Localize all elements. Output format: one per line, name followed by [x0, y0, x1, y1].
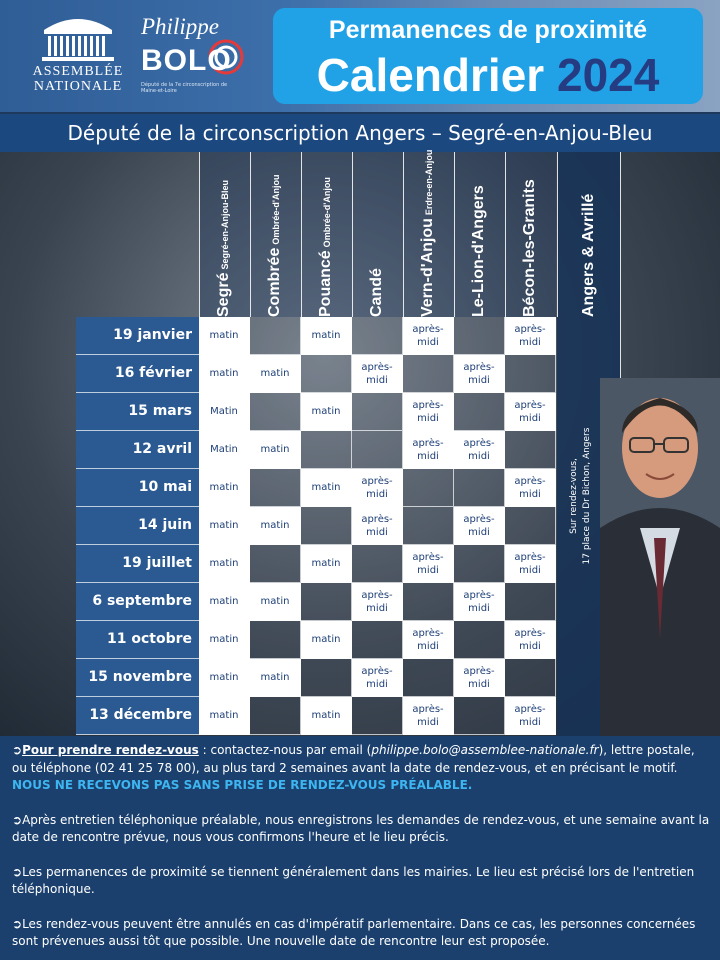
schedule-cell: [301, 355, 352, 393]
schedule-cell: [454, 545, 505, 583]
row-date: 13 décembre: [76, 697, 199, 735]
schedule-cell: après- midi: [505, 469, 556, 507]
schedule-cell: [352, 317, 403, 355]
title-box: [273, 8, 703, 104]
schedule-cell: [454, 317, 505, 355]
assemblee-line1: ASSEMBLÉE: [32, 64, 124, 79]
no-appointment-warning: NOUS NE RECEVONS PAS SANS PRISE DE RENDEZ-VOUS PRÉALABLE.: [12, 778, 473, 792]
schedule-cell: matin: [199, 355, 250, 393]
schedule-cell: après- midi: [505, 621, 556, 659]
schedule-cell: matin: [199, 659, 250, 697]
column-header: [454, 152, 505, 317]
assemblee-line2: NATIONALE: [33, 79, 123, 94]
column-name: Candé: [368, 268, 385, 317]
schedule-cell: [403, 659, 454, 697]
column-subname: Segré-en-Anjou-Bleu: [220, 180, 230, 270]
schedule-cell: [250, 621, 301, 659]
schedule-cell: matin: [199, 507, 250, 545]
philippe-bolo-logo: [135, 8, 255, 104]
hemicycle-icon: [40, 12, 116, 62]
schedule-cell: après- midi: [454, 583, 505, 621]
row-date: 11 octobre: [76, 621, 199, 659]
column-subname: Ombrée-d'Anjou: [322, 177, 332, 248]
logo-last-name: BOLO: [141, 44, 232, 77]
schedule-cell: matin: [301, 469, 352, 507]
row-date: 14 juin: [76, 507, 199, 545]
schedule-cell: après- midi: [454, 659, 505, 697]
schedule-cell: après- midi: [403, 621, 454, 659]
schedule-cell: après- midi: [454, 431, 505, 469]
row-date: 6 septembre: [76, 583, 199, 621]
schedule-cell: après- midi: [352, 469, 403, 507]
deputy-portrait: [600, 378, 720, 736]
schedule-cell: Matin: [199, 393, 250, 431]
schedule-cell: [454, 393, 505, 431]
appointment-text-a: : contactez-nous par email (: [198, 743, 372, 757]
schedule-cell: [403, 507, 454, 545]
column-name: Vern-d'Anjou: [419, 218, 436, 317]
column-name: Bécon-les-Granits: [521, 179, 538, 317]
schedule-cell: après- midi: [505, 545, 556, 583]
schedule-cell: [301, 507, 352, 545]
schedule-cell: Matin: [199, 431, 250, 469]
row-date: 19 juillet: [76, 545, 199, 583]
row-date: 16 février: [76, 355, 199, 393]
schedule-cell: matin: [250, 659, 301, 697]
column-header: [505, 152, 556, 317]
schedule-cell: matin: [301, 545, 352, 583]
schedule-cell: après- midi: [352, 659, 403, 697]
schedule-cell: matin: [301, 317, 352, 355]
column-subname: Erdre-en-Anjou: [424, 149, 434, 216]
row-date: 15 mars: [76, 393, 199, 431]
portrait-image: [600, 378, 720, 736]
schedule-cell: [403, 583, 454, 621]
arrow-right-circle-icon: ➲: [12, 743, 23, 757]
email-link[interactable]: philippe.bolo@assemblee-nationale.fr: [371, 743, 599, 757]
schedule-cell: matin: [199, 583, 250, 621]
logo-tagline: Député de la 7e circonscription de Maine-et-Loire: [141, 82, 228, 94]
schedule-cell: [352, 545, 403, 583]
appointment-text-b: ), lettre postale, ou téléphone (02 41 25 78 00), au plus tard 2 semaines avant la date de rendez-vous, et en précisant le motif.: [12, 743, 695, 775]
info-paragraph-confirmation: [12, 812, 712, 847]
column-header: [557, 152, 620, 317]
schedule-cell: après- midi: [505, 697, 556, 735]
row-date: 10 mai: [76, 469, 199, 507]
row-date: 12 avril: [76, 431, 199, 469]
info-paragraph-location: [12, 864, 712, 899]
schedule-cell: [352, 431, 403, 469]
title-line1: Permanences de proximité: [328, 16, 648, 44]
schedule-cell: après- midi: [403, 545, 454, 583]
column-header: [199, 152, 250, 317]
title-line2: [273, 48, 703, 102]
schedule-cell: matin: [199, 469, 250, 507]
subtitle: Député de la circonscription Angers – Segré-en-Anjou-Bleu: [0, 114, 720, 152]
schedule-cell: après- midi: [403, 393, 454, 431]
schedule-cell: matin: [301, 697, 352, 735]
schedule-cell: matin: [250, 583, 301, 621]
column-subname: Ombrée-d'Anjou: [271, 174, 281, 245]
address-line2: 17 place du Dr Bichon, Angers: [582, 427, 592, 565]
column-header: [301, 152, 352, 317]
row-date: 15 novembre: [76, 659, 199, 697]
schedule-cell: matin: [301, 393, 352, 431]
column-header: [403, 149, 454, 317]
schedule-cell: [352, 621, 403, 659]
schedule-cell: [403, 469, 454, 507]
schedule-cell: [454, 621, 505, 659]
schedule-cell: matin: [250, 431, 301, 469]
info-paragraph-appointment: [12, 742, 712, 795]
appointment-title: Pour prendre rendez-vous: [22, 743, 199, 757]
schedule-cell: [505, 659, 556, 697]
schedule-cell: après- midi: [403, 317, 454, 355]
schedule-cell: après- midi: [352, 583, 403, 621]
schedule-cell: après- midi: [454, 507, 505, 545]
schedule-cell: matin: [301, 621, 352, 659]
schedule-cell: matin: [199, 621, 250, 659]
logo-first-name: Philippe: [141, 14, 219, 39]
assemblee-nationale-logo: [28, 10, 138, 100]
arrow-right-circle-icon: ➲: [12, 916, 23, 931]
schedule-cell: [454, 469, 505, 507]
schedule-cell: matin: [199, 545, 250, 583]
schedule-cell: matin: [250, 507, 301, 545]
column-name: Segré: [215, 272, 232, 317]
location-text: Les permanences de proximité se tiennent généralement dans les mairies. Le lieu est précisé lors de l'entretien téléphonique.: [12, 864, 695, 896]
arrow-right-circle-icon: ➲: [12, 812, 23, 827]
schedule-cell: [352, 393, 403, 431]
schedule-cell: [454, 697, 505, 735]
title-year: 2024: [556, 49, 660, 101]
schedule-cell: matin: [250, 355, 301, 393]
schedule-cell: après- midi: [403, 697, 454, 735]
schedule-cell: après- midi: [505, 317, 556, 355]
column-name: Combrée: [266, 247, 283, 317]
schedule-cell: [505, 355, 556, 393]
column-header: [250, 152, 301, 317]
schedule-cell: [250, 469, 301, 507]
address-vertical: [568, 396, 594, 596]
schedule-cell: [250, 317, 301, 355]
schedule-cell: [505, 507, 556, 545]
schedule-cell: [250, 393, 301, 431]
column-header: [352, 152, 403, 317]
header: [0, 0, 720, 112]
schedule-cell: après- midi: [352, 507, 403, 545]
title-word: Calendrier: [316, 49, 545, 101]
confirmation-text: Après entretien téléphonique préalable, nous enregistrons les demandes de rendez-vous, et une semaine avant la date de rencontre prévue, nous vous confirmons l'heure et le lieu précis.: [12, 812, 710, 844]
arrow-right-circle-icon: ➲: [12, 864, 23, 879]
schedule-cell: [250, 545, 301, 583]
schedule-cell: [505, 431, 556, 469]
schedule-cell: après- midi: [352, 355, 403, 393]
schedule-cell: après- midi: [454, 355, 505, 393]
row-date: 19 janvier: [76, 317, 199, 355]
cancellation-text: Les rendez-vous peuvent être annulés en cas d'impératif parlementaire. Dans ce cas, les personnes concernées sont prévenues aussi tôt que possible. Une nouvelle date de rencontre leur est proposée.: [12, 916, 696, 948]
schedule-cell: [352, 697, 403, 735]
column-name: Pouancé: [317, 250, 334, 317]
schedule-cell: après- midi: [403, 431, 454, 469]
schedule-cell: [301, 659, 352, 697]
schedule-cell: après- midi: [505, 393, 556, 431]
info-paragraph-cancellation: [12, 916, 712, 951]
schedule-cell: [505, 583, 556, 621]
column-name: Angers & Avrillé: [580, 193, 597, 317]
info-section: [0, 736, 720, 960]
column-name: Le-Lion-d'Angers: [470, 185, 487, 317]
schedule-cell: [403, 355, 454, 393]
schedule-cell: matin: [199, 317, 250, 355]
schedule-cell: matin: [199, 697, 250, 735]
schedule-cell: [301, 431, 352, 469]
schedule-cell: [250, 697, 301, 735]
schedule-cell: [301, 583, 352, 621]
address-line1: Sur rendez-vous,: [569, 458, 579, 534]
